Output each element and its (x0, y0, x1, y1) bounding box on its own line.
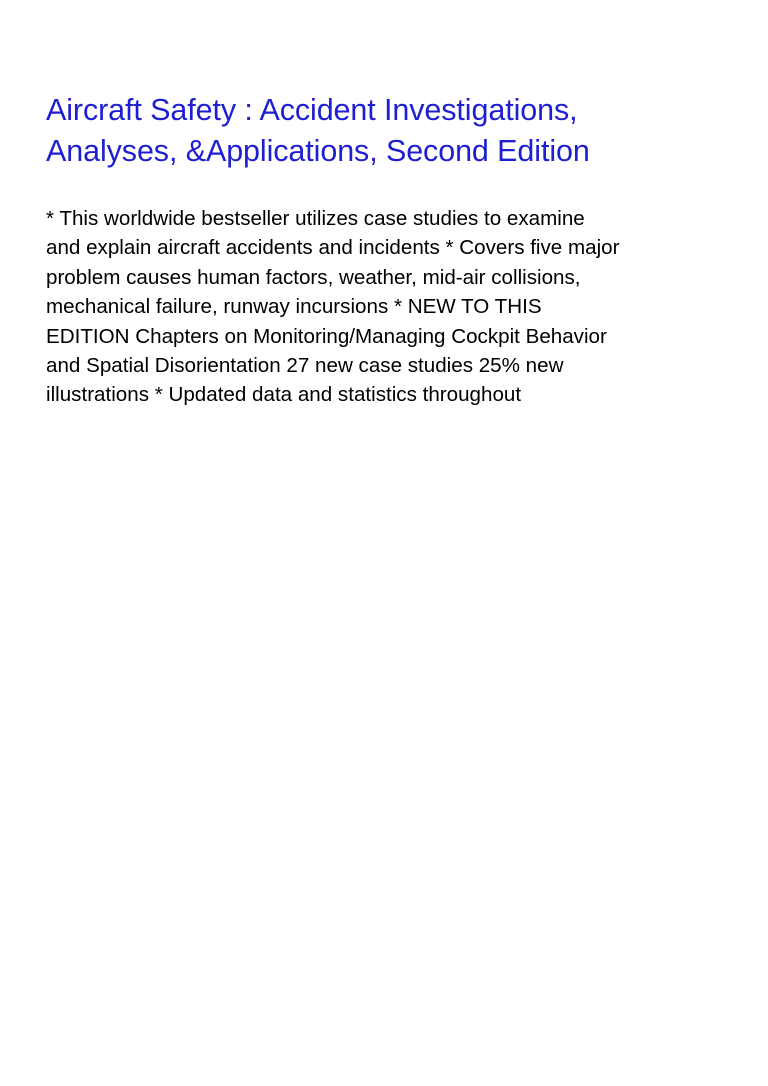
book-title-line: Aircraft Safety : Accident Investigations, (46, 93, 578, 127)
book-title-line: Analyses, &Applications, Second Edition (46, 134, 590, 168)
description-line: mechanical failure, runway incursions * NEW TO THIS (46, 295, 542, 319)
book-title (46, 90, 736, 172)
description-line: and Spatial Disorientation 27 new case studies 25% new (46, 354, 564, 378)
book-description (46, 204, 736, 410)
description-line: and explain aircraft accidents and incidents * Covers five major (46, 236, 620, 260)
description-line: problem causes human factors, weather, mid-air collisions, (46, 265, 581, 289)
description-line: * This worldwide bestseller utilizes case studies to examine (46, 207, 585, 230)
description-line: illustrations * Updated data and statistics throughout (46, 383, 522, 407)
description-line: EDITION Chapters on Monitoring/Managing Cockpit Behavior (46, 324, 607, 348)
